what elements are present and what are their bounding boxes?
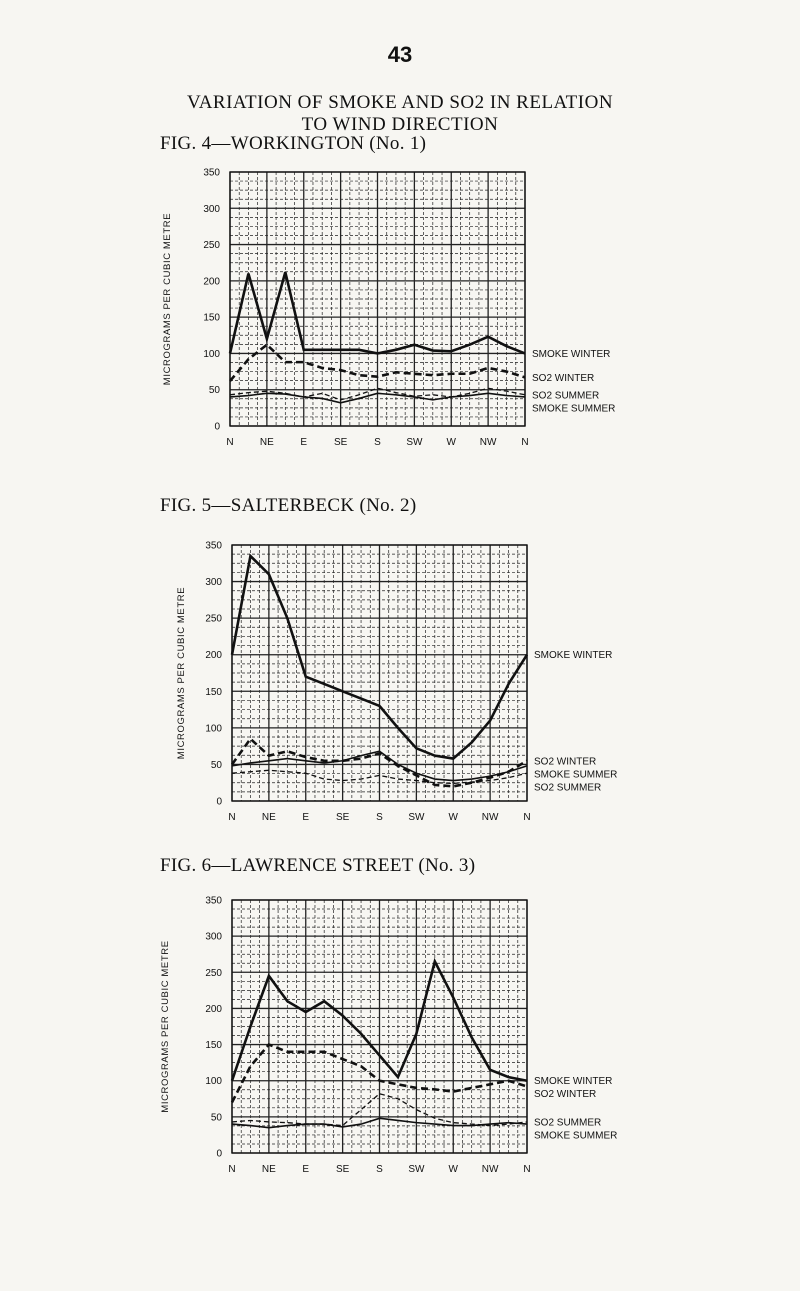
x-tick-label: SW <box>406 437 423 448</box>
main-title-line-2: TO WIND DIRECTION <box>301 114 499 135</box>
legend-label: SO2 SUMMER <box>534 782 602 794</box>
y-tick-label: 300 <box>203 203 220 215</box>
x-tick-label: SW <box>408 1164 425 1175</box>
x-tick-label: N <box>523 812 531 823</box>
x-tick-label: N <box>521 437 529 448</box>
fig4-chart <box>0 162 800 482</box>
y-tick-label: 200 <box>205 650 222 662</box>
y-tick-label: 50 <box>208 385 220 397</box>
legend-label: SMOKE WINTER <box>532 348 611 360</box>
legend-label: SMOKE SUMMER <box>534 769 618 781</box>
y-tick-label: 250 <box>205 967 222 979</box>
y-axis-label: MICROGRAMS PER CUBIC METRE <box>160 940 171 1113</box>
fig6-title: FIG. 6—LAWRENCE STREET (No. 3) <box>160 855 476 876</box>
page-number: 43 <box>387 42 413 67</box>
y-tick-label: 100 <box>205 723 222 735</box>
x-tick-label: S <box>376 812 383 823</box>
fig4-title: FIG. 4—WORKINGTON (No. 1) <box>160 133 427 154</box>
y-tick-label: 300 <box>205 577 222 589</box>
fig6-chart <box>0 888 800 1208</box>
main-title-line-1: VARIATION OF SMOKE AND SO2 IN RELATION <box>186 92 614 113</box>
fig5-title: FIG. 5—SALTERBECK (No. 2) <box>160 495 417 516</box>
legend-label: SMOKE SUMMER <box>532 403 616 415</box>
y-tick-label: 100 <box>205 1076 222 1088</box>
grid <box>232 545 527 801</box>
x-tick-label: N <box>226 437 234 448</box>
y-tick-label: 100 <box>203 348 220 360</box>
legend-label: SO2 WINTER <box>534 756 597 768</box>
x-tick-label: E <box>302 1164 310 1175</box>
x-tick-label: SE <box>335 1164 350 1175</box>
x-tick-label: W <box>448 812 458 823</box>
x-tick-label: NE <box>261 1164 276 1175</box>
x-tick-label: NE <box>259 437 274 448</box>
y-tick-label: 250 <box>203 240 220 252</box>
x-tick-label: N <box>523 1164 531 1175</box>
y-tick-label: 350 <box>203 167 220 179</box>
y-tick-label: 0 <box>214 421 220 433</box>
y-tick-label: 150 <box>205 686 222 698</box>
legend-label: SMOKE WINTER <box>534 1076 613 1088</box>
y-tick-label: 0 <box>216 796 222 808</box>
x-tick-label: N <box>228 1164 236 1175</box>
x-tick-label: SW <box>408 812 425 823</box>
x-tick-label: W <box>448 1164 458 1175</box>
legend-label: SO2 WINTER <box>534 1089 597 1101</box>
x-tick-label: E <box>300 437 308 448</box>
y-tick-label: 350 <box>205 895 222 907</box>
x-tick-label: NE <box>261 812 276 823</box>
legend-label: SO2 SUMMER <box>534 1117 602 1129</box>
y-tick-label: 350 <box>205 540 222 552</box>
x-tick-label: NW <box>481 812 499 823</box>
y-tick-label: 50 <box>210 759 222 771</box>
x-tick-label: N <box>228 812 236 823</box>
grid <box>232 900 527 1153</box>
y-tick-label: 250 <box>205 613 222 625</box>
y-tick-label: 150 <box>203 312 220 324</box>
y-tick-label: 300 <box>205 931 222 943</box>
x-tick-label: W <box>446 437 456 448</box>
y-tick-label: 150 <box>205 1040 222 1052</box>
grid <box>230 172 525 426</box>
legend-label: SO2 WINTER <box>532 372 595 384</box>
y-tick-label: 50 <box>210 1112 222 1124</box>
x-tick-label: E <box>302 812 310 823</box>
y-axis-label: MICROGRAMS PER CUBIC METRE <box>162 212 173 386</box>
x-tick-label: SE <box>335 812 350 823</box>
fig5-chart <box>0 525 800 845</box>
x-tick-label: SE <box>333 437 348 448</box>
x-tick-label: NW <box>479 437 497 448</box>
legend-label: SMOKE WINTER <box>534 650 613 662</box>
y-tick-label: 0 <box>216 1148 222 1160</box>
y-tick-label: 200 <box>205 1003 222 1015</box>
x-tick-label: S <box>374 437 381 448</box>
y-tick-label: 200 <box>203 276 220 288</box>
x-tick-label: NW <box>481 1164 499 1175</box>
main-title <box>0 92 800 136</box>
legend-label: SO2 SUMMER <box>532 390 600 402</box>
x-tick-label: S <box>376 1164 383 1175</box>
y-axis-label: MICROGRAMS PER CUBIC METRE <box>176 586 187 760</box>
legend-label: SMOKE SUMMER <box>534 1130 618 1142</box>
